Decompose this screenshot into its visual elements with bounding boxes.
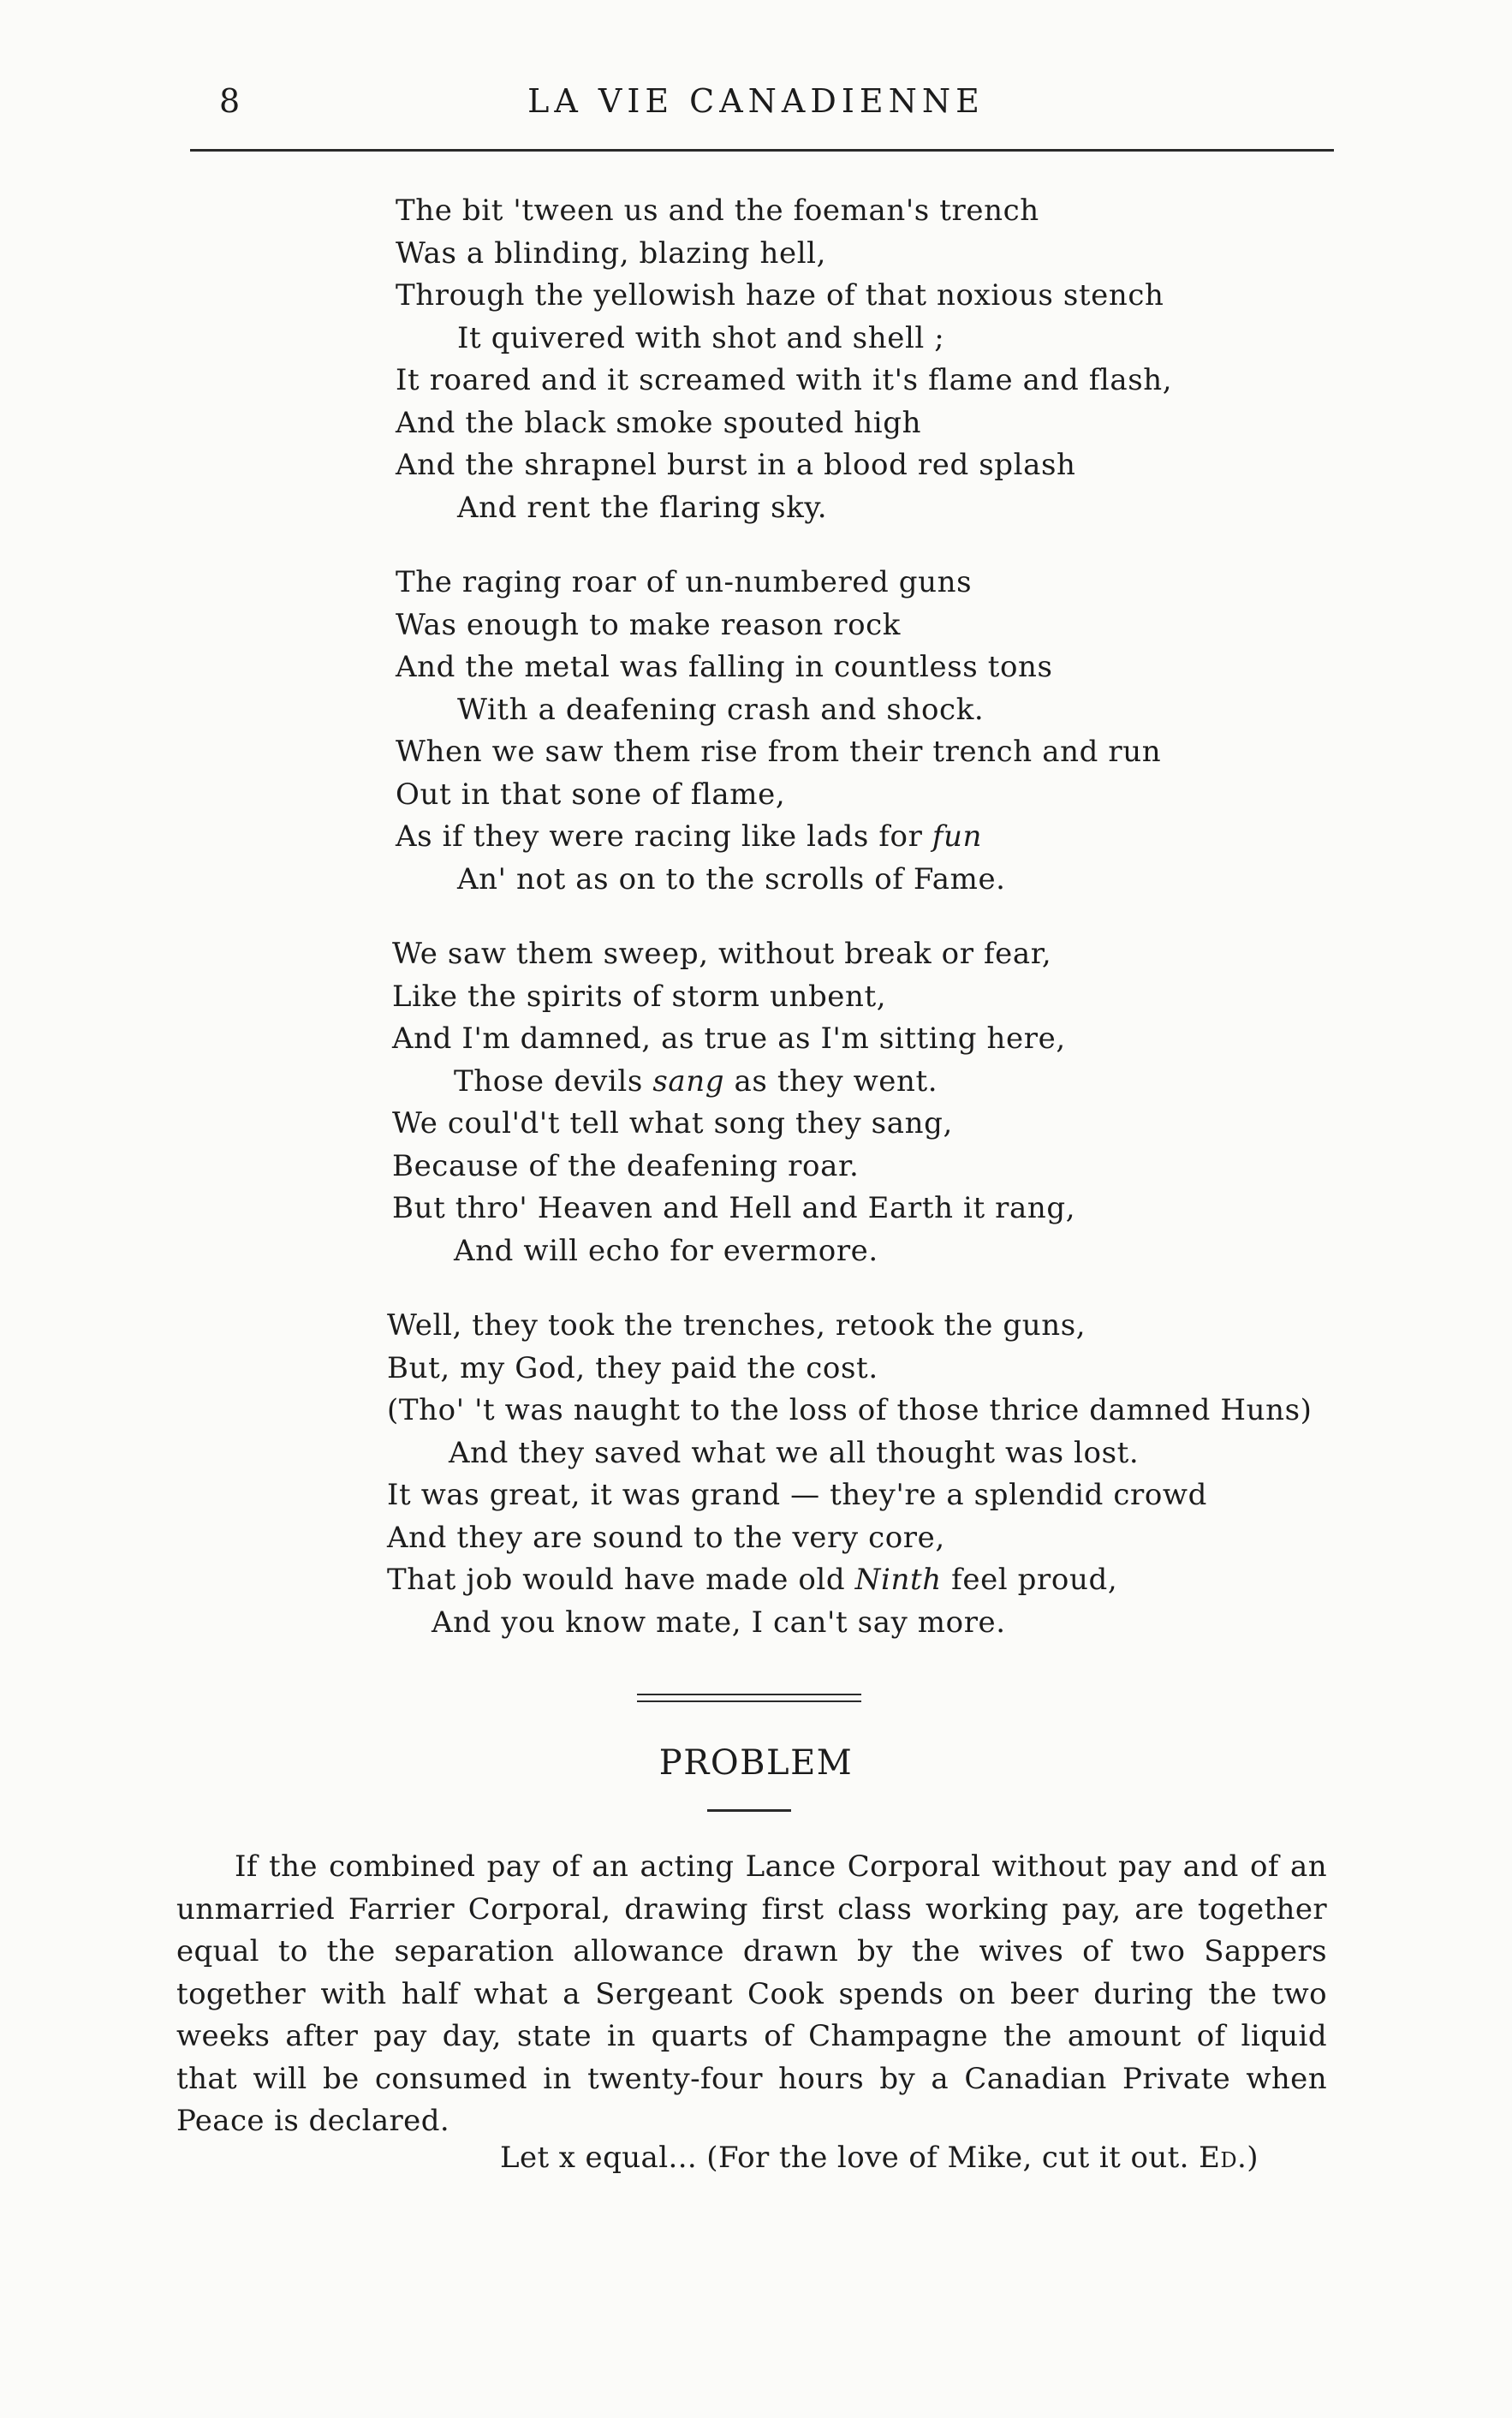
editor-signature: Ed. <box>1199 2141 1247 2175</box>
problem-paragraph <box>176 1846 1327 2143</box>
section-divider <box>637 1700 861 1702</box>
poem-line: When we saw them rise from their trench and run <box>396 735 1162 769</box>
poem-line: And rent the flaring sky. <box>457 490 828 525</box>
footnote-text: Let x equal... (For the love of Mike, cut it out. <box>500 2141 1189 2175</box>
poem-line: Like the spirits of storm unbent, <box>392 979 887 1014</box>
poem-line: Through the yellowish haze of that noxious stench <box>396 278 1164 313</box>
poem-line: But thro' Heaven and Hell and Earth it rang, <box>392 1191 1076 1225</box>
poem-line: We saw them sweep, without break or fear, <box>392 937 1052 971</box>
page-number: 8 <box>219 82 241 120</box>
poem-line: An' not as on to the scrolls of Fame. <box>457 861 1006 896</box>
poem-line: And will echo for evermore. <box>454 1233 878 1268</box>
poem-line: It was great, it was grand — they're a splendid crowd <box>387 1478 1208 1512</box>
poem-line: The raging roar of un-numbered guns <box>396 565 973 599</box>
poem-line: It roared and it screamed with it's flame and flash, <box>396 363 1173 397</box>
problem-text: If the combined pay of an acting Lance Corporal without pay and of an unmarried Farrier Corporal, drawing first class working pay, are together equal to the separation allowance drawn by the wives of two Sappers together with half what a Sergeant Cook spends on beer during the two weeks after pay day, state in quarts of Champagne the amount of liquid that will be consumed in twenty-four hours by a Canadian Private when Peace is declared. <box>176 1849 1327 2138</box>
poem-stanza-4 <box>387 1305 1337 1644</box>
poem-line: It quivered with shot and shell ; <box>457 320 945 355</box>
footnote-close: ) <box>1247 2141 1259 2175</box>
poem <box>387 190 1337 1677</box>
poem-line: Was enough to make reason rock <box>396 607 901 642</box>
poem-line-text: feel proud, <box>951 1563 1118 1597</box>
poem-line: And I'm damned, as true as I'm sitting here, <box>392 1021 1066 1056</box>
running-title: LA VIE CANADIENNE <box>527 82 985 120</box>
poem-line: We coul'd't tell what song they sang, <box>392 1106 953 1141</box>
poem-stanza-1 <box>396 190 1337 529</box>
poem-stanza-3 <box>392 933 1337 1272</box>
poem-line: The bit 'tween us and the foeman's trench <box>396 194 1039 228</box>
poem-line: Because of the deafening roar. <box>392 1148 860 1183</box>
poem-line: And they saved what we all thought was lost. <box>449 1435 1140 1470</box>
editor-footnote <box>500 2141 1259 2175</box>
poem-line: With a deafening crash and shock. <box>457 692 985 727</box>
poem-line: Well, they took the trenches, retook the guns, <box>387 1308 1086 1343</box>
poem-line-text: As if they were racing like lads for <box>396 819 923 854</box>
poem-stanza-2 <box>396 562 1337 901</box>
poem-line <box>387 1559 1337 1602</box>
poem-line <box>396 816 1337 859</box>
poem-line: And the metal was falling in countless tons <box>396 650 1053 684</box>
poem-line: Out in that sone of flame, <box>396 777 786 812</box>
poem-line-text: That job would have made old <box>387 1563 846 1597</box>
title-rule <box>707 1809 791 1812</box>
poem-line: And the shrapnel burst in a blood red splash <box>396 448 1076 482</box>
poem-line: And they are sound to the very core, <box>387 1520 945 1555</box>
poem-line-text: Those devils <box>454 1063 643 1099</box>
poem-line: Was a blinding, blazing hell, <box>396 235 827 271</box>
poem-line: But, my God, they paid the cost. <box>387 1350 878 1385</box>
italic-word: sang <box>652 1063 725 1099</box>
poem-line <box>392 1061 1337 1104</box>
italic-word: Ninth <box>854 1563 942 1597</box>
poem-line: And the black smoke spouted high <box>396 405 922 440</box>
section-title: PROBLEM <box>658 1743 854 1783</box>
poem-line: And you know mate, I can't say more. <box>432 1605 1006 1640</box>
poem-line-text: as they went. <box>734 1063 938 1099</box>
header-rule <box>190 149 1334 152</box>
poem-line: (Tho' 't was naught to the loss of those thrice damned Huns) <box>387 1393 1313 1427</box>
section-divider <box>637 1694 861 1695</box>
page-header <box>0 82 1512 134</box>
italic-word: fun <box>932 819 983 854</box>
